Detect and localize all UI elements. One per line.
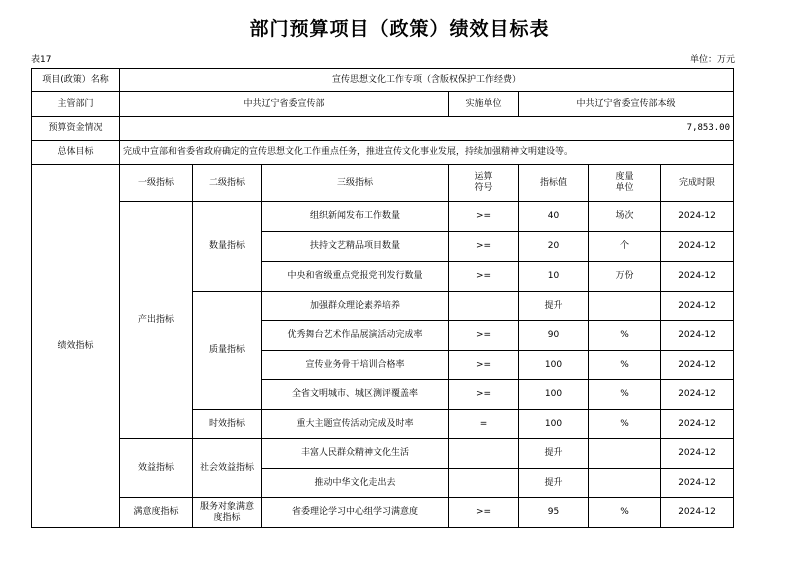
indicator-name: 丰富人民群众精神文化生活 (262, 439, 449, 469)
indicator-unit (589, 292, 661, 321)
dept-value: 中共辽宁省委宣传部 (120, 92, 449, 117)
table-row (32, 498, 734, 528)
indicator-op: >= (449, 232, 519, 262)
header-deadline: 完成时限 (661, 165, 734, 202)
indicator-value: 95 (519, 498, 589, 528)
indicator-op (449, 439, 519, 469)
level1-benefit: 效益指标 (120, 439, 193, 498)
indicator-op: >= (449, 380, 519, 410)
level1-satisfaction: 满意度指标 (120, 498, 193, 528)
indicator-value: 20 (519, 232, 589, 262)
indicator-name: 加强群众理论素养培养 (262, 292, 449, 321)
indicator-op: = (449, 410, 519, 439)
level1-output: 产出指标 (120, 202, 193, 439)
indicator-unit (589, 469, 661, 498)
indicator-value: 10 (519, 262, 589, 292)
project-name: 宣传思想文化工作专项（含版权保护工作经费） (120, 69, 734, 92)
unit-label: 单位：万元 (689, 55, 735, 65)
level2-quantity: 数量指标 (193, 202, 262, 292)
indicator-op: >= (449, 202, 519, 232)
indicator-name: 中央和省级重点党报党刊发行数量 (262, 262, 449, 292)
indicator-value: 提升 (519, 439, 589, 469)
indicator-deadline: 2024-12 (661, 439, 734, 469)
level2-service-satisfaction: 服务对象满意 度指标 (193, 498, 262, 528)
indicator-op: >= (449, 321, 519, 351)
indicator-name: 推动中华文化走出去 (262, 469, 449, 498)
header-level1: 一级指标 (120, 165, 193, 202)
header-level3: 三级指标 (262, 165, 449, 202)
table-row (32, 202, 734, 232)
dept-label: 主管部门 (32, 92, 120, 117)
indicator-deadline: 2024-12 (661, 262, 734, 292)
indicator-deadline: 2024-12 (661, 292, 734, 321)
indicator-op (449, 469, 519, 498)
indicator-unit: % (589, 498, 661, 528)
table-row (32, 439, 734, 469)
performance-table (31, 68, 734, 528)
indicator-op: >= (449, 498, 519, 528)
indicator-name: 组织新闻发布工作数量 (262, 202, 449, 232)
indicator-unit: 场次 (589, 202, 661, 232)
indicator-value: 40 (519, 202, 589, 232)
indicator-deadline: 2024-12 (661, 380, 734, 410)
funds-label: 预算资金情况 (32, 117, 120, 141)
indicator-name: 扶持文艺精品项目数量 (262, 232, 449, 262)
indicator-name: 宣传业务骨干培训合格率 (262, 351, 449, 380)
indicator-deadline: 2024-12 (661, 321, 734, 351)
indicator-name: 重大主题宣传活动完成及时率 (262, 410, 449, 439)
indicator-value: 100 (519, 380, 589, 410)
indicator-deadline: 2024-12 (661, 202, 734, 232)
indicator-name: 优秀舞台艺术作品展演活动完成率 (262, 321, 449, 351)
goal-label: 总体目标 (32, 141, 120, 165)
project-name-label: 项目(政策）名称 (32, 69, 120, 92)
funds-value: 7,853.00 (120, 117, 734, 141)
indicator-deadline: 2024-12 (661, 351, 734, 380)
goal-text: 完成中宣部和省委省政府确定的宣传思想文化工作重点任务，推进宣传文化事业发展，持续加强精神文明建设等。 (120, 141, 734, 165)
indicator-deadline: 2024-12 (661, 469, 734, 498)
perf-label: 绩效指标 (32, 165, 120, 528)
indicator-unit (589, 439, 661, 469)
indicator-op (449, 292, 519, 321)
page-title: 部门预算项目（政策）绩效目标表 (249, 18, 550, 40)
level2-quality: 质量指标 (193, 292, 262, 410)
indicator-value: 100 (519, 410, 589, 439)
indicator-deadline: 2024-12 (661, 498, 734, 528)
indicator-value: 90 (519, 321, 589, 351)
indicator-deadline: 2024-12 (661, 232, 734, 262)
level2-social-benefit: 社会效益指标 (193, 439, 262, 498)
table-number: 表17 (31, 55, 52, 65)
impl-unit-label: 实施单位 (449, 92, 519, 117)
indicator-unit: % (589, 321, 661, 351)
impl-unit-value: 中共辽宁省委宣传部本级 (519, 92, 734, 117)
indicator-unit: 万份 (589, 262, 661, 292)
indicator-name: 全省文明城市、城区测评覆盖率 (262, 380, 449, 410)
indicator-value: 提升 (519, 292, 589, 321)
level2-timeliness: 时效指标 (193, 410, 262, 439)
header-unit: 度量 单位 (589, 165, 661, 202)
indicator-value: 100 (519, 351, 589, 380)
indicator-name: 省委理论学习中心组学习满意度 (262, 498, 449, 528)
indicator-op: >= (449, 262, 519, 292)
indicator-value: 提升 (519, 469, 589, 498)
indicator-deadline: 2024-12 (661, 410, 734, 439)
indicator-unit: % (589, 351, 661, 380)
header-operator: 运算 符号 (449, 165, 519, 202)
indicator-op: >= (449, 351, 519, 380)
header-level2: 二级指标 (193, 165, 262, 202)
indicator-unit: 个 (589, 232, 661, 262)
indicator-unit: % (589, 410, 661, 439)
indicator-unit: % (589, 380, 661, 410)
header-value: 指标值 (519, 165, 589, 202)
